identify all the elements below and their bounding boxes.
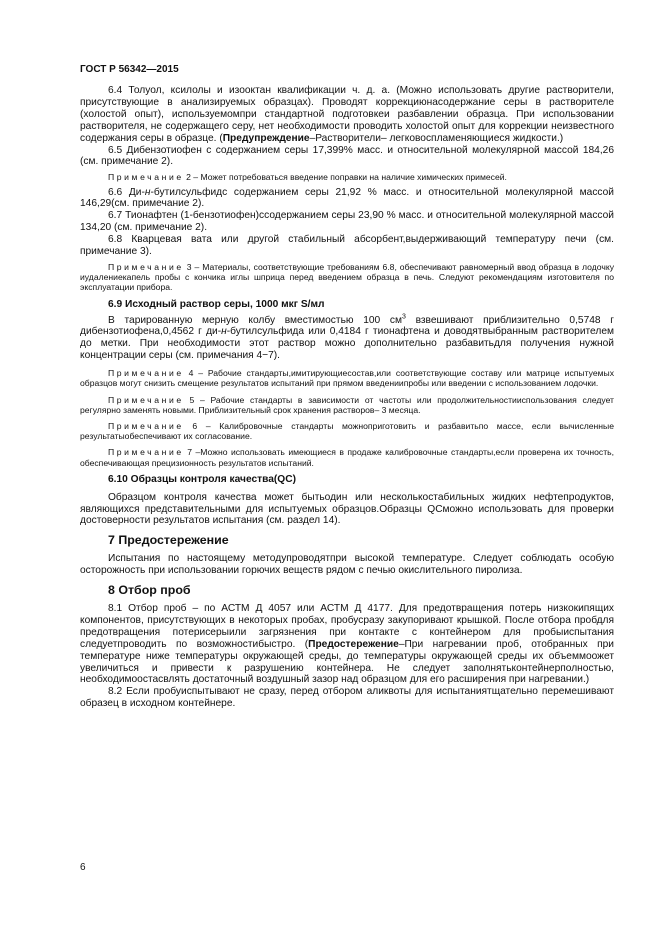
section-7-title: 7 Предостережение: [108, 533, 229, 548]
standard-code-header: ГОСТ Р 56342—2015: [80, 64, 179, 75]
subsection-6-10-title: 6.10 Образцы контроля качества(QC): [108, 473, 296, 485]
caution-label: Предостережение: [308, 638, 399, 650]
note-2: Примечание 2 – Может потребоваться введение поправки на наличие химических примесей.: [108, 172, 507, 183]
note-3: Примечание 3 – Материалы, соответствующие требованиям 6.8, обеспечивают равномерный ввод образца в лодочку иудалениекапель пробы с кончика иглы шприца перед введением образца в печь. Следуют рекомендациям изготовителя по эксплуатации прибора.: [80, 261, 614, 293]
page-number: 6: [80, 862, 86, 873]
paragraph-8-1: 8.1 Отбор проб – по АСТМ Д 4057 или АСТМ Д 4177. Для предотвращения потерь низкокипящих компонентов, присутствующих в некоторых пробах, пробусразу закупоривают крышкой. После отбора пробдля предотвращения потерисерыили загрязнения при контакте с контейнером для пробыиспытания следуетпроводить по возможностибыстро. (Предостережение–При нагревании проб, отобранных при температуре ниже температуры окружающей среды, до температуры окружающей среды их объеммоожет увеличиться и привести к разрушению контейнера. Не следует заполнятьконтейнерполностью, необходимоостасвлять достаточный воздушный зазор над образцом для его расширения при нагревании.): [80, 603, 614, 686]
note-7: Примечание 7 –Можно использовать имеющиеся в продаже калибровочные стандарты,если проверена их точность, обеспечивающая прецизионность результатов испытаний.: [80, 447, 614, 468]
note-6: Примечание 6 – Калибровочные стандарты можноприготовить и разбавитьпо массе, если вычисленные результатыобеспечивают их согласование.: [80, 420, 614, 442]
paragraph-6-10: Образцом контроля качества может бытьодин или несколькостабильных жидких нефтепродуктов, являющихся представительными для испытуемых образцов.Образцы QCможно использовать для проверки достоверности результатов испытания (см. раздел 14).: [80, 491, 614, 527]
paragraph-8-2: 8.2 Если пробуиспытывают не сразу, перед отбором аликвоты для испытаниятщательно перемешивают образец в исходном контейнере.: [80, 686, 614, 710]
paragraph-6-5: 6.5 Дибензотиофен с содержанием серы 17,399% масс. и относительной молекулярной массой 184,26 (см. примечание 2).: [80, 144, 614, 168]
note-5: Примечание 5 – Рабочие стандарты в зависимости от частоты или продолжительностииспользования следует регулярно заменять новыми. Приблизительный срок хранения растворов– 3 месяца.: [80, 394, 614, 415]
subsection-6-9-title: 6.9 Исходный раствор серы, 1000 мкг S/мл: [108, 298, 325, 310]
paragraph-7: Испытания по настоящему методупроводятпри высокой температуре. Следует соблюдать особую осторожность при использовании горючих веществ рядом с печью окислительного пиролиза.: [80, 553, 614, 577]
paragraph-6-8: 6.8 Кварцевая вата или другой стабильный абсорбент,выдерживающий температуру печи (см. примечание 3).: [80, 234, 614, 258]
page-body: [80, 85, 614, 710]
section-8-title: 8 Отбор проб: [108, 583, 191, 598]
paragraph-6-4: 6.4 Толуол, ксилолы и изооктан квалификации ч. д. а. (Можно использовать другие растворители, присутствующие в анализируемых образцах). Проводят коррекциюнасодержание серы в растворителе (холостой опыт), используемомпри стандартной подготовкеи разбавлении образца. При использовании растворителя, не содержащего серу, нет необходимости проводить холостой опыт для коррекции неизвестного содержания серы в образце. (Предупреждение–Растворители– легковоспламеняющиеся жидкости.): [80, 85, 614, 144]
paragraph-6-7: 6.7 Тионафтен (1-бензотиофен)ссодержанием серы 23,90 % масс. и относительной молекулярной массой 134,20 (см. примечание 2).: [80, 210, 614, 234]
paragraph-6-6: 6.6 Ди-н-бутилсульфидс содержанием серы 21,92 % масс. и относительной молекулярной массой 146,29(см. примечание 2).: [80, 186, 614, 210]
note-4: Примечание 4 – Рабочие стандарты,имитирующиесостав,или соответствующие составу или матрице испытуемых образцов могут снизить смещение результатов испытаний при прямом введениипробы или введении с использованием лодочки.: [80, 368, 614, 389]
paragraph-6-9: В тарированную мерную колбу вместимостью 100 $см^3$ взвешивают приблизительно 0,5748 г дибензотиофена,0,4562 г ди-н-бутилсульфида или 0,4184 г тионафтена и доводятвыбранным растворителем до метки. При необходимости этот раствор можно дополнительно разбавитьдля получения нужной концентрации серы (см. примечания 4−7).: [80, 313, 615, 362]
warning-label: Предупреждение: [222, 132, 310, 144]
